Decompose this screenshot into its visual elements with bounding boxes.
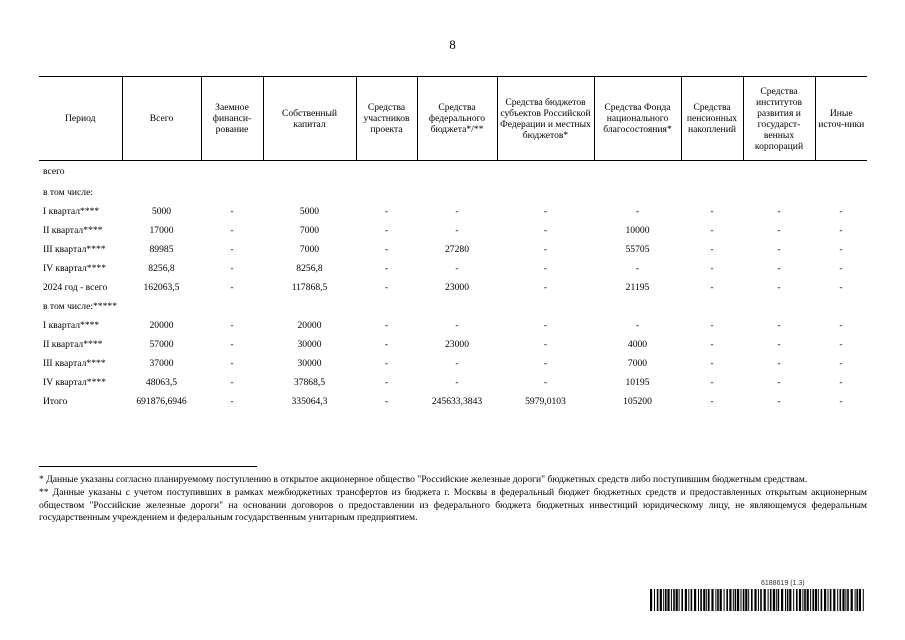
value-cell: - [839,205,843,217]
value-cell: - [384,319,389,331]
barcode-bar [773,589,775,611]
page-number: 8 [449,37,456,52]
value-cell: - [777,281,781,293]
value-cell [681,161,743,184]
header-period: Период [39,77,122,161]
header-own-capital: Собственный капитал [263,77,356,161]
barcode-bar [828,589,829,611]
value-cell: - [710,205,714,217]
value-cell: - [710,357,714,369]
value-cell: 30000 [297,338,322,350]
value-cell: 7000 [299,224,320,236]
table-row [39,297,867,316]
table-row [39,335,867,354]
value-cell [681,183,743,202]
value-cell: - [384,262,389,274]
footnote-2: ** Данные указаны с учетом поступивших в рамках межбюджетных трансфертов из бюджета г. Москвы в федеральный бюджет бюджетных средств и предоставленных открытым акционерным обществом "Российские железные дороги" на основании договоров о предоставлении из федерального бюджета бюджетных инвестиций юридическому лицу, не являющемуся федеральным государственным учреждением и федеральным государственным унитарным предприятием. [39,486,867,524]
value-cell: 7000 [299,243,320,255]
barcode-bar [787,589,789,611]
value-cell: - [543,243,548,255]
value-cell: - [543,376,548,388]
value-cell: 37000 [149,357,174,369]
barcode-bar [729,589,731,611]
header-other-sources: Иные источ-ники [815,77,867,161]
barcode-bar [698,589,699,611]
value-cell [815,161,867,184]
value-cell: - [384,338,389,350]
barcode-bar [691,589,693,611]
table-row [39,183,867,202]
value-cell: - [710,281,714,293]
value-cell: - [839,338,843,350]
barcode-bar [667,589,669,611]
footnotes [39,474,867,525]
barcode-bar [660,589,662,611]
value-cell: - [839,281,843,293]
value-cell: - [230,357,234,369]
barcode-bar [855,589,856,611]
value-cell: - [543,357,548,369]
barcode-bar [845,589,846,611]
barcode-bar [654,589,655,611]
value-cell: - [777,357,781,369]
barcode-bar [840,589,842,611]
barcode-bar [778,589,780,611]
barcode-bar [741,589,742,611]
value-cell: - [777,205,781,217]
value-cell: 20000 [149,319,174,331]
value-cell [263,297,356,316]
value-cell: - [384,357,389,369]
barcode-bar [679,589,680,611]
value-cell: 5000 [299,205,320,217]
header-pension-savings: Средства пенсионных накоплений [681,77,743,161]
footnote-1: * Данные указаны согласно планируемому поступлению в открытое акционерное общество "Российские железные дороги" бюджетных средств либо поступившим бюджетным средствам. [39,474,808,485]
barcode-bar [760,589,762,611]
period-cell: I квартал**** [43,205,100,217]
value-cell [681,297,743,316]
barcode-bar [700,589,702,611]
value-cell: - [710,243,714,255]
value-cell: - [230,338,234,350]
barcode-bar [754,589,756,611]
value-cell: - [839,262,843,274]
barcode-bar [851,589,853,611]
table-row [39,202,867,221]
period-cell: IV квартал**** [43,262,106,274]
value-cell [417,297,497,316]
value-cell: 8256,8 [296,262,323,274]
period-cell: Итого [43,395,68,407]
value-cell: - [230,395,234,407]
value-cell: - [230,205,234,217]
barcode-bar [781,589,783,611]
value-cell: - [777,243,781,255]
value-cell: - [777,338,781,350]
value-cell: - [839,376,843,388]
period-cell: II квартал**** [43,224,103,236]
value-cell [263,161,356,184]
value-cell [122,183,201,202]
barcode-bar [663,589,664,611]
value-cell: 7000 [627,357,648,369]
value-cell [201,297,263,316]
value-cell [743,297,815,316]
value-cell: 691876,6946 [136,395,187,407]
value-cell [201,161,263,184]
barcode-bar [776,589,777,611]
value-cell: 245633,3843 [431,395,483,407]
barcode-bar [726,589,728,611]
period-cell: IV квартал**** [43,376,106,388]
value-cell: - [455,376,459,388]
table-header-row [39,77,867,161]
value-cell: - [710,224,714,236]
period-cell: II квартал**** [43,338,103,350]
barcode-bar [724,589,725,611]
value-cell: - [777,376,781,388]
barcode-bar [671,589,672,611]
value-cell [815,183,867,202]
barcode-bar [720,589,722,611]
barcode-bar [830,589,832,611]
barcode-bar [748,589,749,611]
period-cell: III квартал**** [43,243,106,255]
value-cell: - [710,262,714,274]
value-cell: - [230,262,234,274]
value-cell: - [230,319,234,331]
value-cell: 17000 [149,224,174,236]
barcode-bar [863,589,864,611]
value-cell: - [635,205,640,217]
value-cell [497,161,594,184]
table-row [39,354,867,373]
header-federal-budget: Средства федерального бюджета*/** [417,77,497,161]
period-cell: в том числе: [43,186,94,198]
value-cell [263,183,356,202]
value-cell: 10195 [625,376,650,388]
value-cell [497,297,594,316]
table-row [39,278,867,297]
value-cell: - [230,243,234,255]
value-cell: - [839,243,843,255]
barcode-bar [768,589,769,611]
value-cell: 57000 [149,338,174,350]
value-cell [743,161,815,184]
table-row [39,240,867,259]
value-cell: 55705 [625,243,650,255]
value-cell: - [543,281,548,293]
document-stamp-code: 6188619 (1.3) [761,580,805,587]
value-cell: 10000 [625,224,650,236]
value-cell: - [710,376,714,388]
value-cell: - [777,319,781,331]
value-cell: 117868,5 [291,281,328,293]
value-cell: 335064,3 [291,395,328,407]
value-cell: - [777,224,781,236]
header-project-participants: Средства участников проекта [356,77,417,161]
barcode-bar [711,589,713,611]
barcode-bar [703,589,705,611]
value-cell: 20000 [297,319,322,331]
table-row [39,221,867,240]
barcode-bar [673,589,675,611]
value-cell: - [384,243,389,255]
value-cell: - [230,376,234,388]
barcode-bar [810,589,811,611]
value-cell [594,297,681,316]
barcode-bar [833,589,835,611]
value-cell: - [710,395,714,407]
value-cell: 37868,5 [293,376,326,388]
value-cell: - [384,376,389,388]
barcode-bar [821,589,823,611]
barcode-bar [793,589,794,611]
value-cell [417,161,497,184]
value-cell: 21195 [625,281,650,293]
barcode-bar [789,589,791,611]
financing-table [39,76,867,411]
footnote-separator [39,466,257,467]
value-cell: 4000 [627,338,648,350]
value-cell: - [455,319,459,331]
barcode-bar [681,589,683,611]
header-total: Всего [122,77,201,161]
barcode-bar [856,589,858,611]
header-development-institutions: Средства институтов развития и государст-венных корпораций [743,77,815,161]
header-regional-budgets: Средства бюджетов субъектов Российской Федерации и местных бюджетов* [497,77,594,161]
value-cell [356,183,417,202]
value-cell: - [635,262,640,274]
value-cell: - [384,224,389,236]
value-cell: 27280 [445,243,469,255]
value-cell [594,183,681,202]
barcode-bar [694,589,696,611]
value-cell: 8256,8 [148,262,175,274]
value-cell: - [384,395,389,407]
barcode-bar [743,589,745,611]
value-cell: - [455,262,459,274]
value-cell: - [710,319,714,331]
table-row [39,161,867,184]
value-cell: - [710,338,714,350]
barcode-bar [685,589,687,611]
value-cell [743,183,815,202]
barcode-bar [837,589,838,611]
value-cell: - [543,224,548,236]
barcode-bar [842,589,844,611]
barcode-bar [717,589,719,611]
table-row [39,316,867,335]
value-cell: - [777,395,781,407]
value-cell: 89985 [149,243,174,255]
barcode-bar [735,589,737,611]
value-cell: - [839,357,843,369]
barcode-bar [688,589,689,611]
barcode-bar [799,589,801,611]
barcode-bar [758,589,759,611]
header-loan-financing: Заемное финанси-рование [201,77,263,161]
barcode-bar [796,589,798,611]
value-cell: - [839,395,843,407]
header-national-wealth-fund: Средства Фонда национального благосостояния* [594,77,681,161]
value-cell: 162063,5 [143,281,180,293]
barcode-bar [751,589,753,611]
value-cell [122,161,201,184]
value-cell: - [230,281,234,293]
value-cell [356,297,417,316]
value-cell: - [839,224,843,236]
barcode-bar [807,589,809,611]
value-cell [356,161,417,184]
barcode-bar [770,589,772,611]
value-cell [201,183,263,202]
value-cell: 30000 [297,357,322,369]
barcode-bar [745,589,747,611]
value-cell: 5000 [151,205,172,217]
value-cell: - [543,262,548,274]
value-cell: - [384,205,389,217]
table-body [39,161,867,412]
period-cell: I квартал**** [43,319,100,331]
barcode-bar [847,589,849,611]
barcode-bar [859,589,861,611]
barcode-bar [733,589,734,611]
barcode-bar [737,589,739,611]
barcode-bar [715,589,716,611]
value-cell [815,297,867,316]
value-cell: 105200 [623,395,652,407]
value-cell: 5979,0103 [525,395,566,407]
table-row [39,392,867,411]
value-cell: - [455,224,459,236]
value-cell: - [543,338,548,350]
value-cell: - [543,319,548,331]
barcode-bar [764,589,766,611]
barcode-bar [706,589,707,611]
value-cell: 48063,5 [145,376,178,388]
value-cell: - [543,205,548,217]
barcode-bar [650,589,652,611]
value-cell: - [384,281,389,293]
value-cell: 23000 [445,338,469,350]
barcode-bar [665,589,667,611]
barcode-bar [812,589,814,611]
table-row [39,373,867,392]
period-cell: III квартал**** [43,357,106,369]
value-cell [122,297,201,316]
barcode-bar [804,589,806,611]
value-cell: - [635,319,640,331]
value-cell: - [777,262,781,274]
barcode-bar [815,589,817,611]
value-cell: 23000 [445,281,469,293]
value-cell: - [230,224,234,236]
value-cell [594,161,681,184]
barcode-bar [676,589,678,611]
barcode-image [650,589,866,611]
barcode-bar [824,589,826,611]
barcode-bar [802,589,803,611]
value-cell [417,183,497,202]
table-row [39,259,867,278]
value-cell: - [455,205,459,217]
barcode-bar [818,589,819,611]
period-cell: в том числе:***** [43,300,117,312]
value-cell: - [839,319,843,331]
period-cell: всего [43,166,65,177]
barcode-bar [708,589,710,611]
barcode-bar [785,589,786,611]
barcode-bar [657,589,659,611]
value-cell: - [455,357,459,369]
period-cell: 2024 год - всего [43,281,108,293]
value-cell [497,183,594,202]
